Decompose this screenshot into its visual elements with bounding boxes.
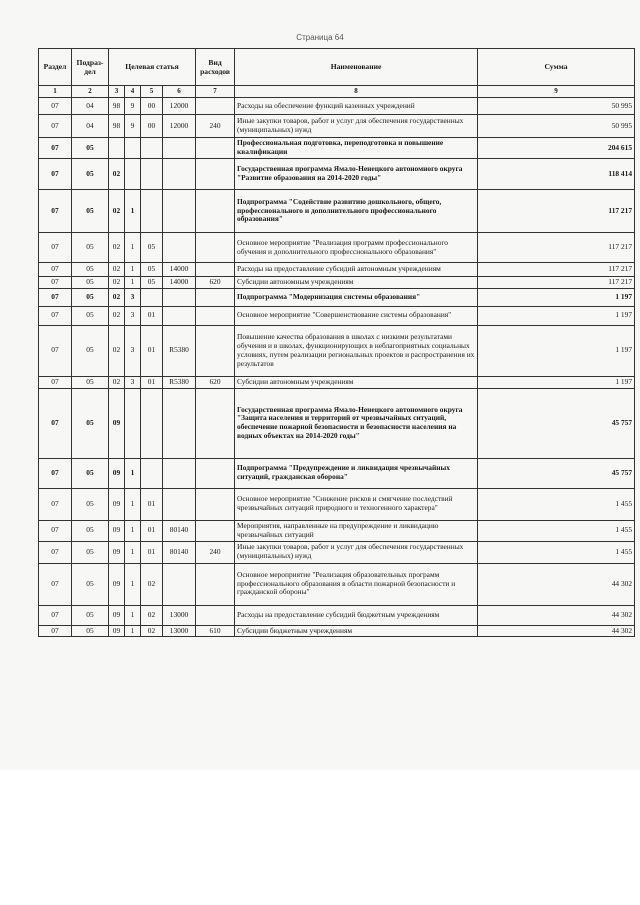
cell-direction: 80140 (163, 520, 196, 541)
cell-program: 02 (109, 376, 125, 388)
cell-expense-type (196, 138, 235, 159)
cell-expense-type (196, 605, 235, 625)
cell-sum: 44 302 (478, 625, 635, 637)
cell-sum: 1 197 (478, 306, 635, 325)
cell-expense-type (196, 325, 235, 376)
cell-program: 02 (109, 190, 125, 233)
column-number: 4 (125, 86, 141, 98)
cell-sum: 118 414 (478, 159, 635, 190)
cell-name: Расходы на обеспечение функций казенных учреждений (235, 98, 478, 115)
cell-direction: 80140 (163, 541, 196, 563)
cell-name: Подпрограмма "Предупреждение и ликвидация чрезвычайных ситуаций, гражданская оборона" (235, 458, 478, 488)
cell-razdel: 07 (39, 159, 72, 190)
cell-subprogram: 1 (125, 277, 141, 289)
cell-razdel: 07 (39, 541, 72, 563)
cell-podrazdel: 05 (72, 605, 109, 625)
cell-sum: 45 757 (478, 458, 635, 488)
cell-direction: 12000 (163, 98, 196, 115)
cell-expense-type: 620 (196, 376, 235, 388)
cell-sum: 50 995 (478, 98, 635, 115)
cell-direction (163, 563, 196, 605)
cell-podrazdel: 05 (72, 458, 109, 488)
cell-podrazdel: 04 (72, 115, 109, 138)
cell-podrazdel: 05 (72, 138, 109, 159)
cell-subprogram: 1 (125, 563, 141, 605)
page-number-label: Страница 64 (296, 33, 344, 42)
cell-subprogram: 1 (125, 190, 141, 233)
budget-table (38, 48, 635, 637)
cell-name: Иные закупки товаров, работ и услуг для обеспечения государственных (муниципальных) нужд (235, 115, 478, 138)
cell-program: 09 (109, 458, 125, 488)
cell-podrazdel: 05 (72, 541, 109, 563)
cell-name: Повышение качества образования в школах с низкими результатами обучения и в школах, функционирующих в неблагоприятных социальных условиях, путем реализации региональных проектов и распространения их результатов (235, 325, 478, 376)
cell-name: Профессиональная подготовка, переподготовка и повышение квалификации (235, 138, 478, 159)
cell-sum: 1 455 (478, 541, 635, 563)
cell-program: 02 (109, 159, 125, 190)
column-number: 9 (478, 86, 635, 98)
header-sum: Сумма (478, 49, 635, 86)
cell-expense-type (196, 458, 235, 488)
cell-podrazdel: 05 (72, 159, 109, 190)
cell-program: 09 (109, 388, 125, 458)
cell-razdel: 07 (39, 288, 72, 306)
cell-name: Подпрограмма "Содействие развитию дошкольного, общего, профессионального и дополнительного профессионального образования" (235, 190, 478, 233)
column-number-row (39, 86, 635, 98)
cell-subprogram: 9 (125, 115, 141, 138)
cell-subprogram (125, 388, 141, 458)
cell-direction: 14000 (163, 277, 196, 289)
cell-direction (163, 288, 196, 306)
cell-razdel: 07 (39, 190, 72, 233)
cell-subprogram: 1 (125, 263, 141, 277)
cell-podrazdel: 05 (72, 288, 109, 306)
cell-sum: 45 757 (478, 388, 635, 458)
cell-event: 01 (141, 541, 163, 563)
cell-razdel: 07 (39, 138, 72, 159)
cell-expense-type (196, 388, 235, 458)
cell-direction (163, 190, 196, 233)
cell-sum: 117 217 (478, 233, 635, 263)
cell-podrazdel: 05 (72, 376, 109, 388)
cell-event (141, 288, 163, 306)
table-row (39, 277, 635, 289)
table-row (39, 138, 635, 159)
cell-name: Субсидии автономным учреждениям (235, 277, 478, 289)
cell-direction (163, 233, 196, 263)
cell-direction: 13000 (163, 605, 196, 625)
cell-event: 01 (141, 520, 163, 541)
cell-program (109, 138, 125, 159)
cell-program: 02 (109, 263, 125, 277)
header-razdel: Раздел (39, 49, 72, 86)
table-row (39, 190, 635, 233)
cell-program: 98 (109, 115, 125, 138)
cell-program: 09 (109, 625, 125, 637)
cell-direction: R5380 (163, 325, 196, 376)
cell-podrazdel: 05 (72, 325, 109, 376)
cell-expense-type (196, 520, 235, 541)
cell-event (141, 190, 163, 233)
cell-razdel: 07 (39, 388, 72, 458)
cell-expense-type: 610 (196, 625, 235, 637)
table-row (39, 605, 635, 625)
cell-expense-type: 240 (196, 115, 235, 138)
cell-name: Государственная программа Ямало-Ненецкого автономного округа "Развитие образования на 2014-2020 годы" (235, 159, 478, 190)
table-row (39, 388, 635, 458)
cell-name: Иные закупки товаров, работ и услуг для обеспечения государственных (муниципальных) нужд (235, 541, 478, 563)
cell-podrazdel: 05 (72, 277, 109, 289)
header-target-article: Целевая статья (109, 49, 196, 86)
cell-razdel: 07 (39, 625, 72, 637)
cell-expense-type (196, 288, 235, 306)
column-number: 5 (141, 86, 163, 98)
cell-razdel: 07 (39, 263, 72, 277)
cell-program: 09 (109, 563, 125, 605)
cell-name: Расходы на предоставление субсидий бюджетным учреждениям (235, 605, 478, 625)
cell-podrazdel: 05 (72, 563, 109, 605)
cell-razdel: 07 (39, 376, 72, 388)
cell-direction (163, 488, 196, 520)
cell-sum: 1 197 (478, 376, 635, 388)
table-row (39, 233, 635, 263)
cell-subprogram: 1 (125, 605, 141, 625)
cell-podrazdel: 04 (72, 98, 109, 115)
cell-program: 09 (109, 520, 125, 541)
cell-program: 02 (109, 233, 125, 263)
cell-event: 05 (141, 277, 163, 289)
cell-subprogram: 1 (125, 541, 141, 563)
cell-name: Субсидии автономным учреждениям (235, 376, 478, 388)
cell-subprogram: 1 (125, 458, 141, 488)
table-row (39, 159, 635, 190)
cell-expense-type: 620 (196, 277, 235, 289)
header-name: Наименование (235, 49, 478, 86)
cell-expense-type (196, 263, 235, 277)
cell-subprogram: 1 (125, 520, 141, 541)
cell-event: 02 (141, 605, 163, 625)
cell-event: 01 (141, 325, 163, 376)
cell-direction (163, 159, 196, 190)
cell-subprogram: 1 (125, 625, 141, 637)
cell-event: 05 (141, 263, 163, 277)
cell-program: 09 (109, 541, 125, 563)
table-row (39, 325, 635, 376)
cell-name: Основное мероприятие "Реализация образовательных программ профессионального образования в области пожарной безопасности и гражданской обороны" (235, 563, 478, 605)
cell-name: Основное мероприятие "Реализация программ профессионального обучения и дополнительного профессионального образования" (235, 233, 478, 263)
column-number: 2 (72, 86, 109, 98)
cell-razdel: 07 (39, 98, 72, 115)
table-row (39, 625, 635, 637)
cell-direction (163, 458, 196, 488)
header-expense-type: Вид расходов (196, 49, 235, 86)
cell-direction: R5380 (163, 376, 196, 388)
table-row (39, 458, 635, 488)
cell-podrazdel: 05 (72, 233, 109, 263)
cell-event: 01 (141, 376, 163, 388)
table-row (39, 115, 635, 138)
cell-event (141, 458, 163, 488)
cell-name: Мероприятия, направленные на предупреждение и ликвидацию чрезвычайных ситуаций (235, 520, 478, 541)
cell-subprogram: 1 (125, 488, 141, 520)
cell-program: 09 (109, 488, 125, 520)
cell-sum: 1 455 (478, 488, 635, 520)
cell-podrazdel: 05 (72, 263, 109, 277)
cell-podrazdel: 05 (72, 520, 109, 541)
cell-razdel: 07 (39, 306, 72, 325)
table-row (39, 563, 635, 605)
cell-expense-type (196, 159, 235, 190)
cell-program: 02 (109, 277, 125, 289)
cell-sum: 44 302 (478, 563, 635, 605)
cell-program: 02 (109, 325, 125, 376)
cell-razdel: 07 (39, 605, 72, 625)
cell-program: 98 (109, 98, 125, 115)
cell-event: 01 (141, 488, 163, 520)
cell-direction: 12000 (163, 115, 196, 138)
cell-razdel: 07 (39, 520, 72, 541)
cell-direction (163, 138, 196, 159)
cell-subprogram: 3 (125, 325, 141, 376)
cell-direction (163, 388, 196, 458)
cell-sum: 1 197 (478, 288, 635, 306)
header-podrazdel: Подраз-дел (72, 49, 109, 86)
cell-sum: 117 217 (478, 263, 635, 277)
cell-program: 09 (109, 605, 125, 625)
table-body (39, 98, 635, 637)
cell-name: Государственная программа Ямало-Ненецкого автономного округа "Защита населения и территорий от чрезвычайных ситуаций, обеспечение пожарной безопасности и безопасности населения на водных объектах на 2014-2020 годы" (235, 388, 478, 458)
cell-razdel: 07 (39, 277, 72, 289)
cell-program: 02 (109, 306, 125, 325)
cell-expense-type (196, 488, 235, 520)
cell-direction (163, 306, 196, 325)
cell-event (141, 138, 163, 159)
cell-event: 02 (141, 625, 163, 637)
cell-event: 05 (141, 233, 163, 263)
cell-sum: 204 615 (478, 138, 635, 159)
cell-subprogram (125, 138, 141, 159)
column-number: 8 (235, 86, 478, 98)
cell-event: 02 (141, 563, 163, 605)
cell-subprogram: 3 (125, 306, 141, 325)
column-number: 7 (196, 86, 235, 98)
cell-podrazdel: 05 (72, 388, 109, 458)
table-row (39, 520, 635, 541)
table-row (39, 376, 635, 388)
table-row (39, 541, 635, 563)
cell-razdel: 07 (39, 563, 72, 605)
cell-name: Основное мероприятие "Снижение рисков и смягчение последствий чрезвычайных ситуаций природного и техногенного характера" (235, 488, 478, 520)
cell-razdel: 07 (39, 233, 72, 263)
cell-event: 00 (141, 98, 163, 115)
cell-sum: 117 217 (478, 190, 635, 233)
cell-sum: 44 302 (478, 605, 635, 625)
cell-subprogram: 9 (125, 98, 141, 115)
cell-sum: 117 217 (478, 277, 635, 289)
cell-subprogram: 3 (125, 376, 141, 388)
column-number: 3 (109, 86, 125, 98)
cell-program: 02 (109, 288, 125, 306)
cell-sum: 1 197 (478, 325, 635, 376)
cell-event: 01 (141, 306, 163, 325)
column-number: 6 (163, 86, 196, 98)
cell-expense-type (196, 190, 235, 233)
cell-expense-type (196, 233, 235, 263)
cell-sum: 50 995 (478, 115, 635, 138)
cell-razdel: 07 (39, 488, 72, 520)
cell-event (141, 159, 163, 190)
cell-expense-type: 240 (196, 541, 235, 563)
cell-podrazdel: 05 (72, 190, 109, 233)
cell-podrazdel: 05 (72, 488, 109, 520)
cell-expense-type (196, 306, 235, 325)
cell-event: 00 (141, 115, 163, 138)
cell-razdel: 07 (39, 458, 72, 488)
cell-sum: 1 455 (478, 520, 635, 541)
column-number: 1 (39, 86, 72, 98)
cell-podrazdel: 05 (72, 306, 109, 325)
cell-subprogram: 3 (125, 288, 141, 306)
table-row (39, 306, 635, 325)
cell-subprogram (125, 159, 141, 190)
cell-direction: 13000 (163, 625, 196, 637)
table-row (39, 263, 635, 277)
cell-subprogram: 1 (125, 233, 141, 263)
table-row (39, 488, 635, 520)
cell-direction: 14000 (163, 263, 196, 277)
cell-name: Субсидии бюджетным учреждениям (235, 625, 478, 637)
cell-razdel: 07 (39, 325, 72, 376)
cell-name: Основное мероприятие "Совершенствование системы образования" (235, 306, 478, 325)
table-row (39, 288, 635, 306)
cell-expense-type (196, 98, 235, 115)
cell-name: Расходы на предоставление субсидий автономным учреждениям (235, 263, 478, 277)
cell-event (141, 388, 163, 458)
cell-expense-type (196, 563, 235, 605)
cell-name: Подпрограмма "Модернизация системы образования" (235, 288, 478, 306)
table-row (39, 98, 635, 115)
cell-razdel: 07 (39, 115, 72, 138)
cell-podrazdel: 05 (72, 625, 109, 637)
